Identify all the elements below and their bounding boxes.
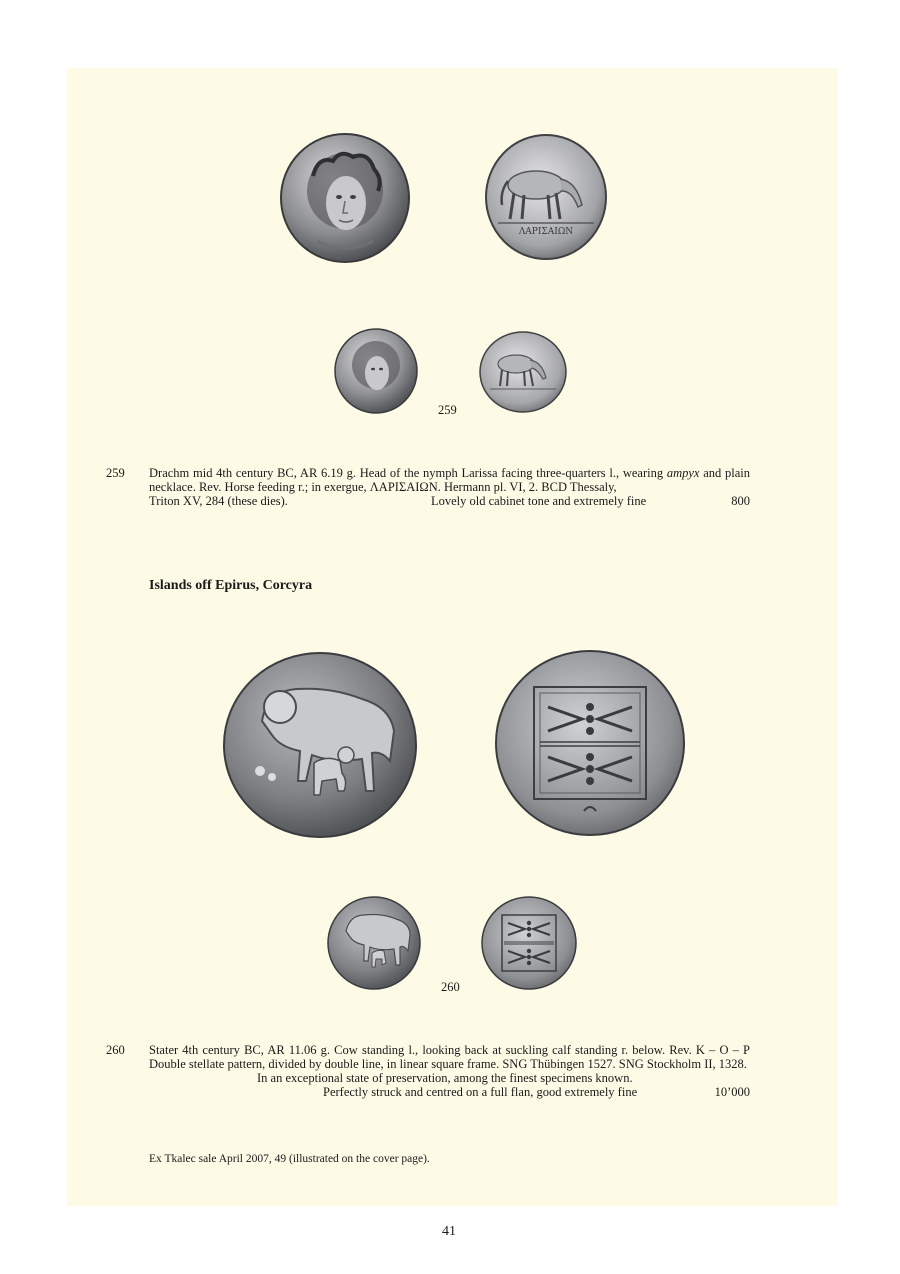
lot-260-caption: 260 — [441, 980, 460, 994]
reverse-horse-feeding-small-icon — [478, 330, 568, 414]
obverse-cow-and-calf-icon — [222, 651, 418, 839]
lot-259-grade-row — [149, 494, 750, 508]
obverse-nymph-larissa-head-icon — [278, 131, 412, 265]
lot-259-description-text: Drachm mid 4th century BC, AR 6.19 g. Head of the nymph Larissa facing three-quarters l., wearing ampyx and plain necklace. Rev. Horse feeding r.; in exergue, ΛΑΡΙΣΑΙΩΝ. Hermann pl. VI, 2. BCD Thessaly, — [149, 466, 750, 494]
lot-260-grade-row — [149, 1085, 750, 1099]
lot-259-grade: Lovely old cabinet tone and extremely fine — [431, 494, 647, 508]
obverse-cow-and-calf-small-icon — [326, 895, 422, 991]
lot-260-grade-line-1: In an exceptional state of preservation, among the finest specimens known. — [257, 1071, 633, 1085]
lot-260-description-text: Stater 4th century BC, AR 11.06 g. Cow standing l., looking back at suckling calf standing r. below. Rev. K – O – P Double stellate pattern, divided by double line, in linear square frame. SNG Thübingen 1527. SNG Stockholm II, 1328. — [149, 1043, 750, 1071]
page-number: 41 — [442, 1224, 456, 1239]
lot-260-estimate: 10’000 — [714, 1085, 750, 1099]
reverse-stellate-pattern-icon — [494, 649, 686, 837]
reverse-stellate-pattern-small-icon — [480, 895, 578, 991]
lot-259-description-end: Triton XV, 284 (these dies). — [149, 494, 288, 508]
reverse-horse-feeding-icon — [484, 133, 608, 261]
lot-259-description — [149, 466, 750, 508]
lot-260-grade: Perfectly struck and centred on a full flan, good extremely fine — [323, 1085, 638, 1099]
lot-260-description — [149, 1043, 750, 1099]
lot-number: 260 — [106, 1043, 125, 1057]
section-title: Islands off Epirus, Corcyra — [149, 578, 313, 593]
lot-259-caption: 259 — [438, 403, 457, 417]
lot-260-provenance: Ex Tkalec sale April 2007, 49 (illustrated on the cover page). — [149, 1153, 430, 1165]
lot-259-estimate: 800 — [731, 494, 750, 508]
ampyx-term: ampyx — [666, 466, 700, 480]
catalogue-page-panel — [67, 68, 838, 1206]
lot-number: 259 — [106, 466, 125, 480]
reverse-legend: ΛΑΡΙΣΑΙΩΝ — [518, 227, 574, 237]
obverse-nymph-larissa-head-small-icon — [333, 327, 419, 415]
